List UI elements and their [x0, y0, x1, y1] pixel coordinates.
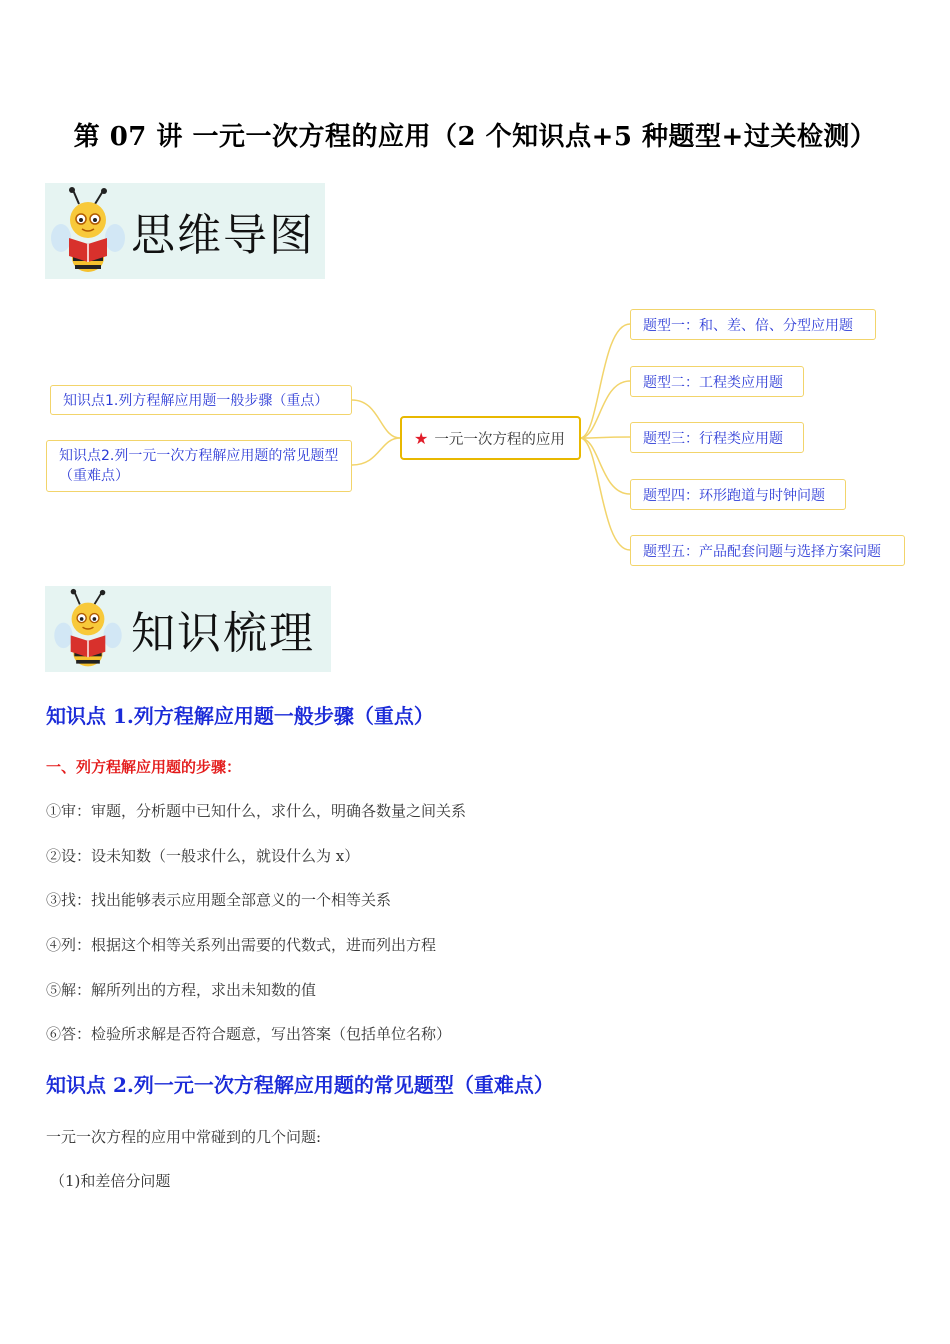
step-item: ④列：根据这个相等关系列出需要的代数式，进而列出方程	[46, 936, 437, 954]
mindmap-node-type-4	[630, 479, 846, 510]
mindmap-center-node	[400, 416, 581, 460]
mindmap-node-type-5	[630, 535, 905, 566]
step-item: ③找：找出能够表示应用题全部意义的一个相等关系	[46, 891, 392, 909]
mindmap-node-label: 题型二：工程类应用题	[643, 374, 783, 391]
step-item: ①审：审题，分析题中已知什么，求什么，明确各数量之间关系	[46, 802, 467, 820]
banner-title: 思维导图	[131, 210, 315, 261]
step-item: ⑥答：检验所求解是否符合题意，写出答案（包括单位名称）	[46, 1025, 452, 1043]
mind-map	[0, 300, 950, 580]
mindmap-node-type-1	[630, 309, 876, 340]
mindmap-center-label: 一元一次方程的应用	[434, 431, 565, 448]
section-1-subheading: 一、列方程解应用题的步骤：	[46, 758, 242, 776]
star-icon: ★	[414, 428, 429, 448]
bee-reading-icon	[49, 186, 127, 276]
mindmap-node-label: 知识点1.列方程解应用题一般步骤（重点）	[63, 393, 329, 409]
step-item: ⑤解：解所列出的方程，求出未知数的值	[46, 981, 317, 999]
document-title: 第 07 讲 一元一次方程的应用（2 个知识点+5 种题型+过关检测）	[73, 122, 877, 152]
mindmap-node-knowledge-1	[50, 385, 352, 415]
knowledge-banner	[45, 586, 331, 672]
mindmap-node-knowledge-2	[46, 440, 352, 492]
banner-title: 知识梳理	[131, 608, 315, 659]
mindmap-node-label: 题型一：和、差、倍、分型应用题	[643, 317, 853, 334]
mindmap-node-label: 题型三：行程类应用题	[643, 430, 783, 447]
section-2-heading: 知识点 2.列一元一次方程解应用题的常见题型（重难点）	[46, 1073, 554, 1097]
mindmap-node-type-3	[630, 422, 804, 453]
mindmap-node-label: 知识点2.列一元一次方程解应用题的常见题型（重难点）	[59, 448, 339, 484]
mindmap-node-label: 题型五：产品配套问题与选择方案问题	[643, 543, 881, 560]
mindmap-node-type-2	[630, 366, 804, 397]
section-2-intro: 一元一次方程的应用中常碰到的几个问题:	[46, 1128, 322, 1146]
mindmap-banner	[45, 183, 325, 279]
section-1-heading: 知识点 1.列方程解应用题一般步骤（重点）	[46, 704, 434, 728]
mindmap-node-label: 题型四：环形跑道与时钟问题	[643, 487, 825, 504]
step-item: ②设：设未知数（一般求什么，就设什么为 x）	[46, 847, 360, 865]
bee-reading-icon	[49, 588, 127, 670]
section-2-item: （1)和差倍分问题	[50, 1172, 171, 1190]
